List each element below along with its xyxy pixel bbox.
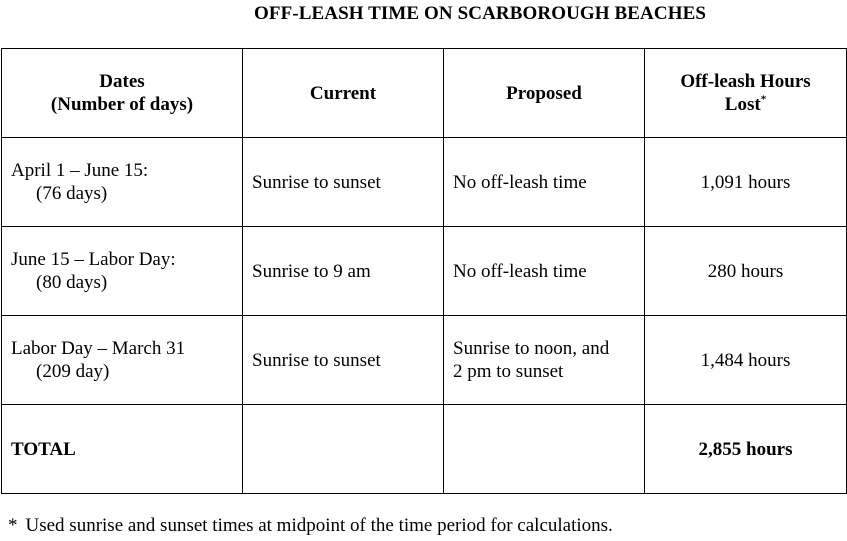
day-count: (76 days) — [36, 183, 108, 204]
header-dates — [2, 49, 243, 138]
row-dates — [2, 227, 243, 316]
header-current: Current — [243, 49, 444, 138]
row-dates — [2, 138, 243, 227]
page-title: OFF-LEASH TIME ON SCARBOROUGH BEACHES — [253, 3, 707, 24]
row-current: Sunrise to 9 am — [243, 227, 444, 316]
header-hours-lost — [645, 49, 847, 138]
total-label: TOTAL — [2, 405, 243, 494]
footnote-marker: * — [760, 93, 767, 106]
day-count: (209 day) — [36, 361, 110, 382]
row-hours-lost: 1,484 hours — [645, 316, 847, 405]
table-row — [2, 316, 847, 405]
row-current: Sunrise to sunset — [243, 316, 444, 405]
row-proposed — [444, 316, 645, 405]
date-range: April 1 – June 15: — [11, 160, 149, 181]
row-dates — [2, 316, 243, 405]
header-hours-label: Off-leash Hours — [680, 71, 811, 92]
proposed-line: 2 pm to sunset — [453, 361, 564, 382]
header-lost-label: Lost — [724, 94, 761, 115]
header-dates-label: Dates — [99, 71, 145, 92]
total-hours: 2,855 hours — [645, 405, 847, 494]
total-empty-cell — [243, 405, 444, 494]
row-proposed — [444, 227, 645, 316]
table-header-row — [2, 49, 847, 138]
off-leash-table — [1, 48, 847, 494]
proposed-line: No off-leash time — [453, 260, 587, 282]
footnote-marker: * — [8, 515, 18, 536]
header-days-label: (Number of days) — [50, 94, 194, 115]
proposed-line: Sunrise to noon, and — [453, 338, 610, 359]
footnote-text: Used sunrise and sunset times at midpoint of the time period for calculations. — [25, 515, 613, 536]
row-hours-lost: 280 hours — [645, 227, 847, 316]
table-row — [2, 138, 847, 227]
row-current: Sunrise to sunset — [243, 138, 444, 227]
date-range: June 15 – Labor Day: — [11, 249, 176, 270]
row-proposed — [444, 138, 645, 227]
date-range: Labor Day – March 31 — [11, 338, 186, 359]
header-proposed: Proposed — [444, 49, 645, 138]
total-empty-cell — [444, 405, 645, 494]
total-row — [2, 405, 847, 494]
row-hours-lost: 1,091 hours — [645, 138, 847, 227]
proposed-line: No off-leash time — [453, 171, 587, 193]
day-count: (80 days) — [36, 272, 108, 293]
footnote — [8, 515, 613, 537]
table-row — [2, 227, 847, 316]
